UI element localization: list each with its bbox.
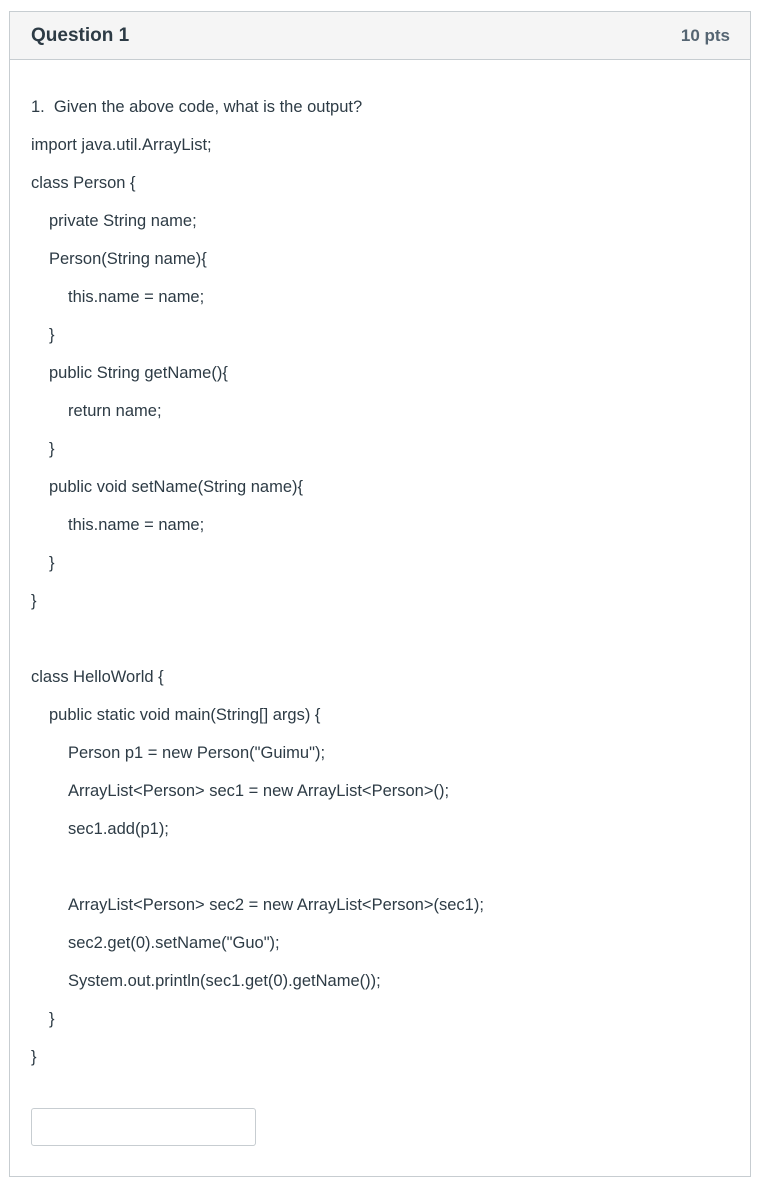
code-line: }: [49, 326, 55, 344]
question-prompt: 1. Given the above code, what is the output?: [31, 98, 363, 116]
code-line: }: [49, 554, 55, 572]
question-title: Question 1: [31, 24, 130, 46]
code-line: public static void main(String[] args) {: [49, 706, 321, 724]
code-line: }: [49, 1010, 55, 1028]
question-body: [31, 88, 730, 1076]
answer-input[interactable]: [31, 1108, 256, 1146]
code-line: sec2.get(0).setName("Guo");: [68, 934, 280, 952]
code-line: Person(String name){: [49, 250, 207, 268]
question-card: [9, 11, 751, 1177]
code-line: ArrayList<Person> sec2 = new ArrayList<Person>(sec1);: [68, 896, 484, 914]
code-line: sec1.add(p1);: [68, 820, 169, 838]
question-header: [10, 12, 750, 60]
code-line: private String name;: [49, 212, 197, 230]
question-points: 10 pts: [680, 25, 730, 45]
code-line: this.name = name;: [68, 516, 205, 534]
code-line: [31, 620, 730, 658]
code-line: }: [31, 592, 37, 610]
code-line: class Person {: [31, 174, 136, 192]
code-line: Person p1 = new Person("Guimu");: [68, 744, 326, 762]
code-line: class HelloWorld {: [31, 668, 164, 686]
code-line: public String getName(){: [49, 364, 228, 382]
code-line: System.out.println(sec1.get(0).getName());: [68, 972, 381, 990]
code-line: import java.util.ArrayList;: [31, 136, 212, 154]
code-line: }: [49, 440, 55, 458]
code-line: this.name = name;: [68, 288, 205, 306]
code-line: return name;: [68, 402, 162, 420]
code-line: [31, 848, 730, 886]
code-line: }: [31, 1048, 37, 1066]
code-line: public void setName(String name){: [49, 478, 304, 496]
code-line: ArrayList<Person> sec1 = new ArrayList<Person>();: [68, 782, 450, 800]
